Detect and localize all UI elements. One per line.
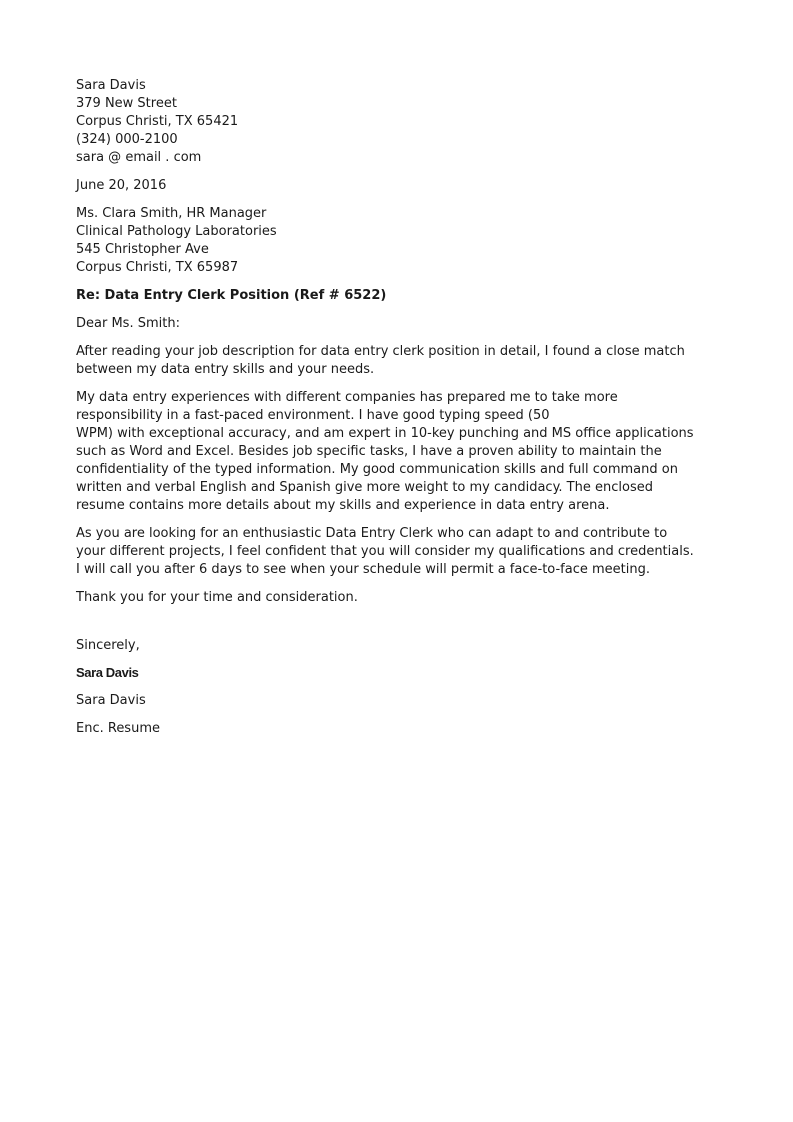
salutation-block <box>76 315 716 333</box>
recipient-name-title: Ms. Clara Smith, HR Manager <box>76 206 267 221</box>
recipient-company: Clinical Pathology Laboratories <box>76 224 277 239</box>
paragraph-line: responsibility in a fast-paced environment. I have good typing speed (50 <box>76 408 550 423</box>
recipient-address-block <box>76 205 716 277</box>
paragraph-line: confidentiality of the typed information. My good communication skills and full command on <box>76 462 678 477</box>
body-paragraph-3 <box>76 525 716 579</box>
sender-phone: (324) 000-2100 <box>76 132 178 147</box>
recipient-city: Corpus Christi, TX 65987 <box>76 260 239 275</box>
sender-city: Corpus Christi, TX 65421 <box>76 114 239 129</box>
printed-name: Sara Davis <box>76 693 146 708</box>
paragraph-line: your different projects, I feel confident that you will consider my qualifications and credentials. <box>76 544 694 559</box>
paragraph-line: written and verbal English and Spanish give more weight to my candidacy. The enclosed <box>76 480 653 495</box>
paragraph-line: WPM) with exceptional accuracy, and am expert in 10-key punching and MS office applications <box>76 426 694 441</box>
paragraph-line: My data entry experiences with different companies has prepared me to take more <box>76 390 618 405</box>
paragraph-line: After reading your job description for data entry clerk position in detail, I found a close match <box>76 344 685 359</box>
paragraph-line: I will call you after 6 days to see when your schedule will permit a face-to-face meeting. <box>76 562 650 577</box>
paragraph-line: As you are looking for an enthusiastic Data Entry Clerk who can adapt to and contribute to <box>76 526 668 541</box>
body-paragraph-1 <box>76 343 716 379</box>
paragraph-line: between my data entry skills and your needs. <box>76 362 375 377</box>
letter-date: June 20, 2016 <box>76 178 167 193</box>
enclosure-block <box>76 720 716 738</box>
signature: Sara Davis <box>76 665 139 680</box>
paragraph-line: resume contains more details about my skills and experience in data entry arena. <box>76 498 610 513</box>
subject-line: Re: Data Entry Clerk Position (Ref # 6522) <box>76 288 387 303</box>
letter-page <box>76 77 716 738</box>
sender-street: 379 New Street <box>76 96 177 111</box>
signature-block <box>76 664 716 682</box>
salutation: Dear Ms. Smith: <box>76 316 180 331</box>
body-paragraph-2 <box>76 389 716 515</box>
closing-block <box>76 637 716 655</box>
body-paragraph-4 <box>76 589 716 607</box>
closing: Sincerely, <box>76 638 140 653</box>
enclosure-note: Enc. Resume <box>76 721 160 736</box>
paragraph-line: such as Word and Excel. Besides job specific tasks, I have a proven ability to maintain the <box>76 444 662 459</box>
subject-line-block <box>76 287 716 305</box>
paragraph-line: Thank you for your time and consideration. <box>76 590 358 605</box>
printed-name-block <box>76 692 716 710</box>
recipient-street: 545 Christopher Ave <box>76 242 209 257</box>
letter-date-block <box>76 177 716 195</box>
sender-name: Sara Davis <box>76 78 146 93</box>
sender-address-block <box>76 77 716 167</box>
sender-email: sara @ email . com <box>76 150 202 165</box>
